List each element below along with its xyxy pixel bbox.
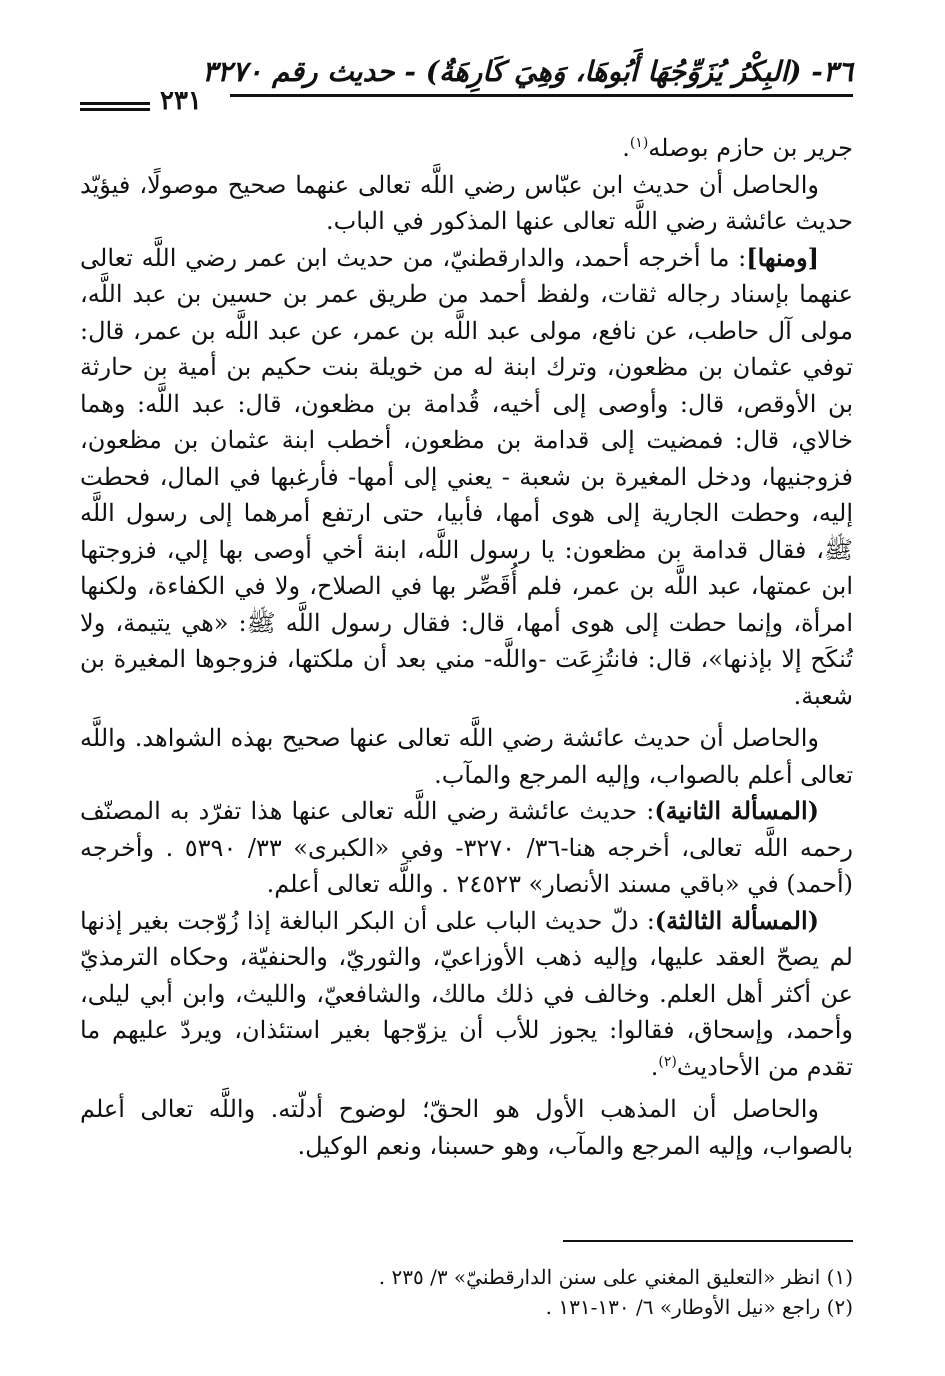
header-rule xyxy=(230,94,853,97)
paragraph-5 xyxy=(80,793,853,903)
page-number: ٢٣١ xyxy=(160,86,202,116)
paragraph-3-text: : ما أخرجه أحمد، والدارقطنيّ، من حديث ابن عمر رضي اللَّه تعالى عنهما بإسناد رجاله ثقات، ولفظ أحمد من طريق عمر بن حسين بن عبد اللَّه، مولى آل حاطب، عن نافع، مولى عبد اللَّه بن عمر، عن عبد اللَّه بن عمر، قال: توفي عثمان بن مظعون، وترك ابنة له من خويلة بنت حكيم بن أمية بن حارثة بن الأوقص، قال: وأوصى إلى أخيه، قُدامة بن مظعون، قال: عبد اللَّه: وهما خالاي، قال: فمضيت إلى قدامة بن مظعون، أخطب ابنة عثمان بن مظعون، فزوجنيها، ودخل المغيرة بن شعبة - يعني إلى أمها- فأرغبها في المال، فحطت إليه، وحطت الجارية إلى هوى أمها، فأبيا، حتى ارتفع أمرهما إلى رسول اللَّه ﷺ، فقال قدامة بن مظعون: يا رسول اللَّه، ابنة أخي أوصى بها إلي، فزوجتها ابن عمتها، عبد اللَّه بن عمر، فلم أُقَصِّر بها في الصلاح، ولا في الكفاءة، ولكنها امرأة، وإنما حطت إلى هوى أمها، قال: فقال رسول اللَّه ﷺ: «هي يتيمة، ولا تُنكَح إلا بإذنها»، قال: فانتُزِعَت -واللَّه- مني بعد أن ملكتها، فزوجوها المغيرة بن شعبة. xyxy=(80,243,853,710)
paragraph-4: والحاصل أن حديث عائشة رضي اللَّه تعالى عنها صحيح بهذه الشواهد. واللَّه تعالى أعلم بالصواب، وإليه المرجع والمآب. xyxy=(80,724,853,789)
paragraph-6 xyxy=(80,903,853,1086)
footnotes xyxy=(80,1262,853,1322)
section-label-wa-minha: [ومنها] xyxy=(746,242,819,272)
paragraph-1 xyxy=(80,130,853,167)
paragraph-6-text: : دلّ حديث الباب على أن البكر البالغة إذا زُوّجت بغير إذنها لم يصحّ العقد عليها، وإليه ذهب الأوزاعيّ، والثوريّ، والحنفيّة، وحكاه الترمذيّ عن أكثر أهل العلم. وخالف في ذلك مالك، والشافعيّ، والليث، وابن أبي ليلى، وأحمد، وإسحاق، فقالوا: يجوز للأب أن يزوّجها بغير استئذان، ويردّ عليهم ما تقدم من الأحاديث xyxy=(80,906,853,1081)
page-number-rule-top xyxy=(80,102,150,105)
paragraph-2: والحاصل أن حديث ابن عبّاس رضي اللَّه تعالى عنهما صحيح موصولًا، فيؤيّد حديث عائشة رضي اللَّه تعالى عنها المذكور في الباب. xyxy=(80,170,853,235)
chapter-title: ٣٦- (البِكْرُ يُزَوِّجُهَا أَبُوهَا، وَهِيَ كَارِهَةٌ) - حديث رقم ٣٢٧٠ xyxy=(202,55,853,88)
paragraph-1-text: جرير بن حازم بوصله xyxy=(648,134,853,162)
main-text xyxy=(80,130,853,1164)
paragraph-3 xyxy=(80,240,853,715)
footnote-1: (١) انظر «التعليق المغني على سنن الدارقطنيّ» ٣/ ٢٣٥ . xyxy=(378,1265,853,1289)
paragraph-1-end: . xyxy=(622,134,630,162)
page-header xyxy=(80,52,853,122)
section-label-masala-2: (المسألة الثانية) xyxy=(654,796,819,825)
paragraph-5-text: : حديث عائشة رضي اللَّه تعالى عنها هذا تفرّد به المصنّف رحمه اللَّه تعالى، أخرجه هنا-٣٦/ ٣٢٧٠- وفي «الكبرى» ٣٣/ ٥٣٩٠ . وأخرجه (أحمد) في «باقي مسند الأنصار» ٢٤٥٢٣ . واللَّه تعالى أعلم. xyxy=(80,797,853,898)
page-number-rule-bottom xyxy=(80,108,150,111)
paragraph-6-end: . xyxy=(650,1052,659,1081)
footnote-2: (٢) راجع «نيل الأوطار» ٦/ ١٣٠-١٣١ . xyxy=(545,1295,853,1319)
footnote-ref-2: (٢) xyxy=(658,1053,677,1070)
footnote-separator xyxy=(563,1240,853,1242)
paragraph-7: والحاصل أن المذهب الأول هو الحقّ؛ لوضوح أدلّته. واللَّه تعالى أعلم بالصواب، وإليه المرجع والمآب، وهو حسبنا، ونعم الوكيل. xyxy=(80,1095,853,1160)
section-label-masala-3: (المسألة الثالثة) xyxy=(654,905,819,935)
footnote-ref-1: (١) xyxy=(629,135,649,151)
